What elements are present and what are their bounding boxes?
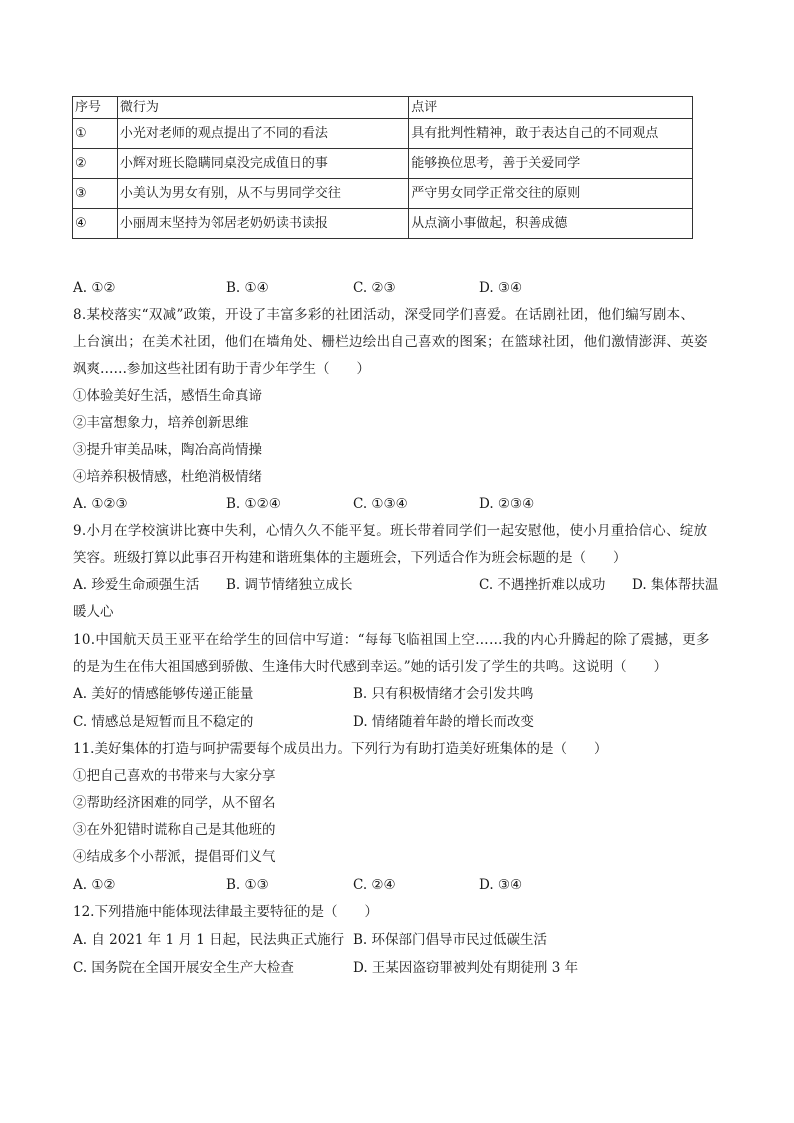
q9-stem-line: 9.小月在学校演讲比赛中失利，心情久久不能平复。班长带着同学们一起安慰他，使小月重拾信心、绽放	[73, 523, 708, 539]
q8-stem-line: 飒爽……参加这些社团有助于青少年学生（ ）	[73, 361, 370, 377]
q9-option-a: A. 珍爱生命顽强生活	[73, 577, 200, 593]
table-header-cell: 微行为	[117, 97, 408, 119]
q12-option-d: D. 王某因盗窃罪被判处有期徒刑 3 年	[353, 960, 579, 976]
q10-option-b: B. 只有积极情绪才会引发共鸣	[353, 686, 534, 702]
q11-option-d: D. ③④	[479, 877, 523, 893]
table-row	[73, 119, 693, 149]
q8-item: ②丰富想象力，培养创新思维	[73, 415, 249, 431]
table-cell: 小辉对班长隐瞒同桌没完成值日的事	[117, 149, 408, 179]
q8-item: ③提升审美品味，陶冶高尚情操	[73, 442, 262, 458]
q9-option-b: B. 调节情绪独立成长	[226, 577, 353, 593]
table-cell: 小丽周末坚持为邻居老奶奶读书读报	[117, 209, 408, 239]
table-cell: 小光对老师的观点提出了不同的看法	[117, 119, 408, 149]
q11-stem-line: 11.美好集体的打造与呵护需要每个成员出力。下列行为有助打造美好班集体的是（ ）	[73, 741, 608, 757]
table-header-row	[73, 97, 693, 119]
table-cell: 具有批判性精神，敢于表达自己的不同观点	[409, 119, 693, 149]
q11-item: ④结成多个小帮派，提倡哥们义气	[73, 849, 276, 865]
q7-option-b: B. ①④	[226, 280, 269, 296]
behavior-comment-table	[72, 96, 693, 239]
q9-option-d-wrap: 暖人心	[73, 604, 114, 620]
q8-stem-line: 8.某校落实“双减”政策，开设了丰富多彩的社团活动，深受同学们喜爱。在话剧社团，他们编写剧本、	[73, 307, 695, 323]
q12-option-c: C. 国务院在全国开展安全生产大检查	[73, 960, 294, 976]
table-cell: 从点滴小事做起，积善成德	[409, 209, 693, 239]
table-cell: ②	[73, 149, 118, 179]
table-cell: 能够换位思考，善于关爱同学	[409, 149, 693, 179]
q11-item: ②帮助经济困难的同学，从不留名	[73, 795, 276, 811]
table-cell: ④	[73, 209, 118, 239]
table-row	[73, 209, 693, 239]
q10-option-a: A. 美好的情感能够传递正能量	[73, 686, 254, 702]
q11-option-c: C. ②④	[353, 877, 396, 893]
q10-option-d: D. 情绪随着年龄的增长而改变	[353, 714, 534, 730]
q9-option-d: D. 集体帮扶温	[632, 577, 719, 593]
q8-option-a: A. ①②③	[73, 496, 128, 512]
q12-stem-line: 12.下列措施中能体现法律最主要特征的是（ ）	[73, 904, 378, 920]
q8-item: ①体验美好生活，感悟生命真谛	[73, 388, 262, 404]
table-row	[73, 179, 693, 209]
q8-stem-line: 上台演出；在美术社团，他们在墙角处、栅栏边绘出自己喜欢的图案；在篮球社团，他们激情澎湃、英姿	[73, 334, 708, 350]
q9-option-c: C. 不遇挫折难以成功	[479, 577, 606, 593]
table-row	[73, 149, 693, 179]
q11-item: ③在外犯错时谎称自己是其他班的	[73, 822, 276, 838]
table-cell: ①	[73, 119, 118, 149]
table-header-cell: 序号	[73, 97, 118, 119]
q8-item: ④培养积极情感，杜绝消极情绪	[73, 469, 262, 485]
q11-option-b: B. ①③	[226, 877, 269, 893]
q8-option-b: B. ①②④	[226, 496, 281, 512]
table-cell: 小美认为男女有别，从不与男同学交往	[117, 179, 408, 209]
table-header-cell: 点评	[409, 97, 693, 119]
q10-stem-line: 的是为生在伟大祖国感到骄傲、生逢伟大时代感到幸运。”她的话引发了学生的共鸣。这说明（ ）	[73, 659, 668, 675]
q8-option-d: D. ②③④	[479, 496, 535, 512]
q8-option-c: C. ①③④	[353, 496, 408, 512]
table-cell: ③	[73, 179, 118, 209]
q12-option-b: B. 环保部门倡导市民过低碳生活	[353, 932, 548, 948]
q7-option-d: D. ③④	[479, 280, 523, 296]
q10-option-c: C. 情感总是短暂而且不稳定的	[73, 714, 254, 730]
table-cell: 严守男女同学正常交往的原则	[409, 179, 693, 209]
q11-item: ①把自己喜欢的书带来与大家分享	[73, 768, 276, 784]
q7-option-a: A. ①②	[73, 280, 116, 296]
q7-option-c: C. ②③	[353, 280, 396, 296]
q12-option-a: A. 自 2021 年 1 月 1 日起，民法典正式施行	[73, 932, 345, 948]
q10-stem-line: 10.中国航天员王亚平在给学生的回信中写道：“每每飞临祖国上空……我的内心升腾起的除了震撼，更多	[73, 632, 710, 648]
q9-stem-line: 笑容。班级打算以此事召开构建和谐班集体的主题班会，下列适合作为班会标题的是（ ）	[73, 550, 627, 566]
q11-option-a: A. ①②	[73, 877, 116, 893]
